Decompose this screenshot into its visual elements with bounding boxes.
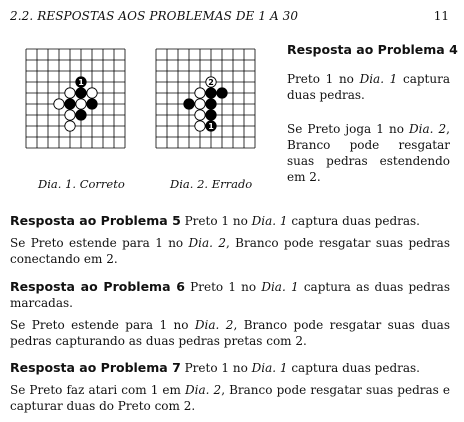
text: captura as duas pedras marcadas. — [10, 280, 450, 310]
text: captura duas pedras. — [287, 214, 420, 228]
black-stone — [206, 99, 216, 109]
problem-6-answer — [10, 279, 450, 349]
text: , Branco pode resgatar suas pedras e capturar duas do Preto com 2. — [10, 383, 451, 413]
white-stone — [65, 110, 75, 120]
problem-4-paragraph-1 — [287, 71, 450, 103]
white-stone — [65, 88, 75, 98]
dia-ref: Dia. 2 — [194, 318, 234, 332]
black-stone — [217, 88, 227, 98]
problem-7-answer — [10, 360, 450, 414]
text: Preto 1 no — [180, 214, 252, 228]
white-stone — [195, 88, 205, 98]
white-stone — [195, 121, 205, 131]
text: Se Preto estende para 1 no — [10, 318, 195, 332]
text: Preto 1 no — [180, 361, 252, 375]
running-header: 2.2. RESPOSTAS AOS PROBLEMAS DE 1 A 30 — [10, 9, 299, 23]
text: captura duas pedras. — [287, 72, 450, 102]
problem-5-heading: Resposta ao Problema 5 — [10, 213, 181, 228]
text: Se Preto estende para 1 no — [10, 236, 189, 250]
white-stone — [195, 99, 205, 109]
black-stone — [76, 110, 86, 120]
diagram-1-caption: Dia. 1. Correto — [38, 177, 125, 191]
problem-4-paragraph-2 — [287, 121, 450, 185]
problem-6-heading: Resposta ao Problema 6 — [10, 279, 185, 294]
white-stone — [87, 88, 97, 98]
move-number-label: 2 — [208, 78, 214, 87]
black-stone — [76, 88, 86, 98]
black-stone — [184, 99, 194, 109]
move-number-label: 1 — [208, 122, 214, 131]
page-number: 11 — [433, 9, 449, 23]
black-stone — [65, 99, 75, 109]
go-board-diagram-2 — [153, 46, 263, 160]
problem-5-answer — [10, 213, 450, 267]
white-stone — [195, 110, 205, 120]
white-stone — [65, 121, 75, 131]
problem-7-heading: Resposta ao Problema 7 — [10, 360, 181, 375]
text: Se Preto joga 1 no — [287, 122, 410, 136]
text: Preto 1 no — [287, 72, 360, 86]
text: Se Preto faz atari com 1 em — [10, 383, 186, 397]
text: , Branco pode resgatar suas pedras conectando em 2. — [10, 236, 450, 266]
dia-ref: Dia. 1 — [261, 280, 299, 294]
dia-ref: Dia. 2 — [409, 122, 447, 136]
dia-ref: Dia. 1 — [251, 361, 288, 375]
black-stone — [206, 88, 216, 98]
dia-ref: Dia. 2 — [188, 236, 226, 250]
text: , Branco pode resgatar suas pedras estendendo em 2. — [287, 122, 450, 184]
text: captura duas pedras. — [287, 361, 420, 375]
text: Preto 1 no — [184, 280, 262, 294]
go-board-diagram-1 — [23, 46, 133, 160]
dia-ref: Dia. 1 — [251, 214, 288, 228]
dia-ref: Dia. 2 — [185, 383, 222, 397]
problem-4-heading: Resposta ao Problema 4 — [287, 42, 458, 57]
dia-ref: Dia. 1 — [359, 72, 398, 86]
diagram-2-caption: Dia. 2. Errado — [170, 177, 253, 191]
black-stone — [206, 110, 216, 120]
black-stone — [87, 99, 97, 109]
text: , Branco pode resgatar suas duas pedras capturando as duas pedras pretas com 2. — [10, 318, 450, 348]
white-stone — [76, 99, 86, 109]
white-stone — [54, 99, 64, 109]
move-number-label: 1 — [78, 78, 84, 87]
